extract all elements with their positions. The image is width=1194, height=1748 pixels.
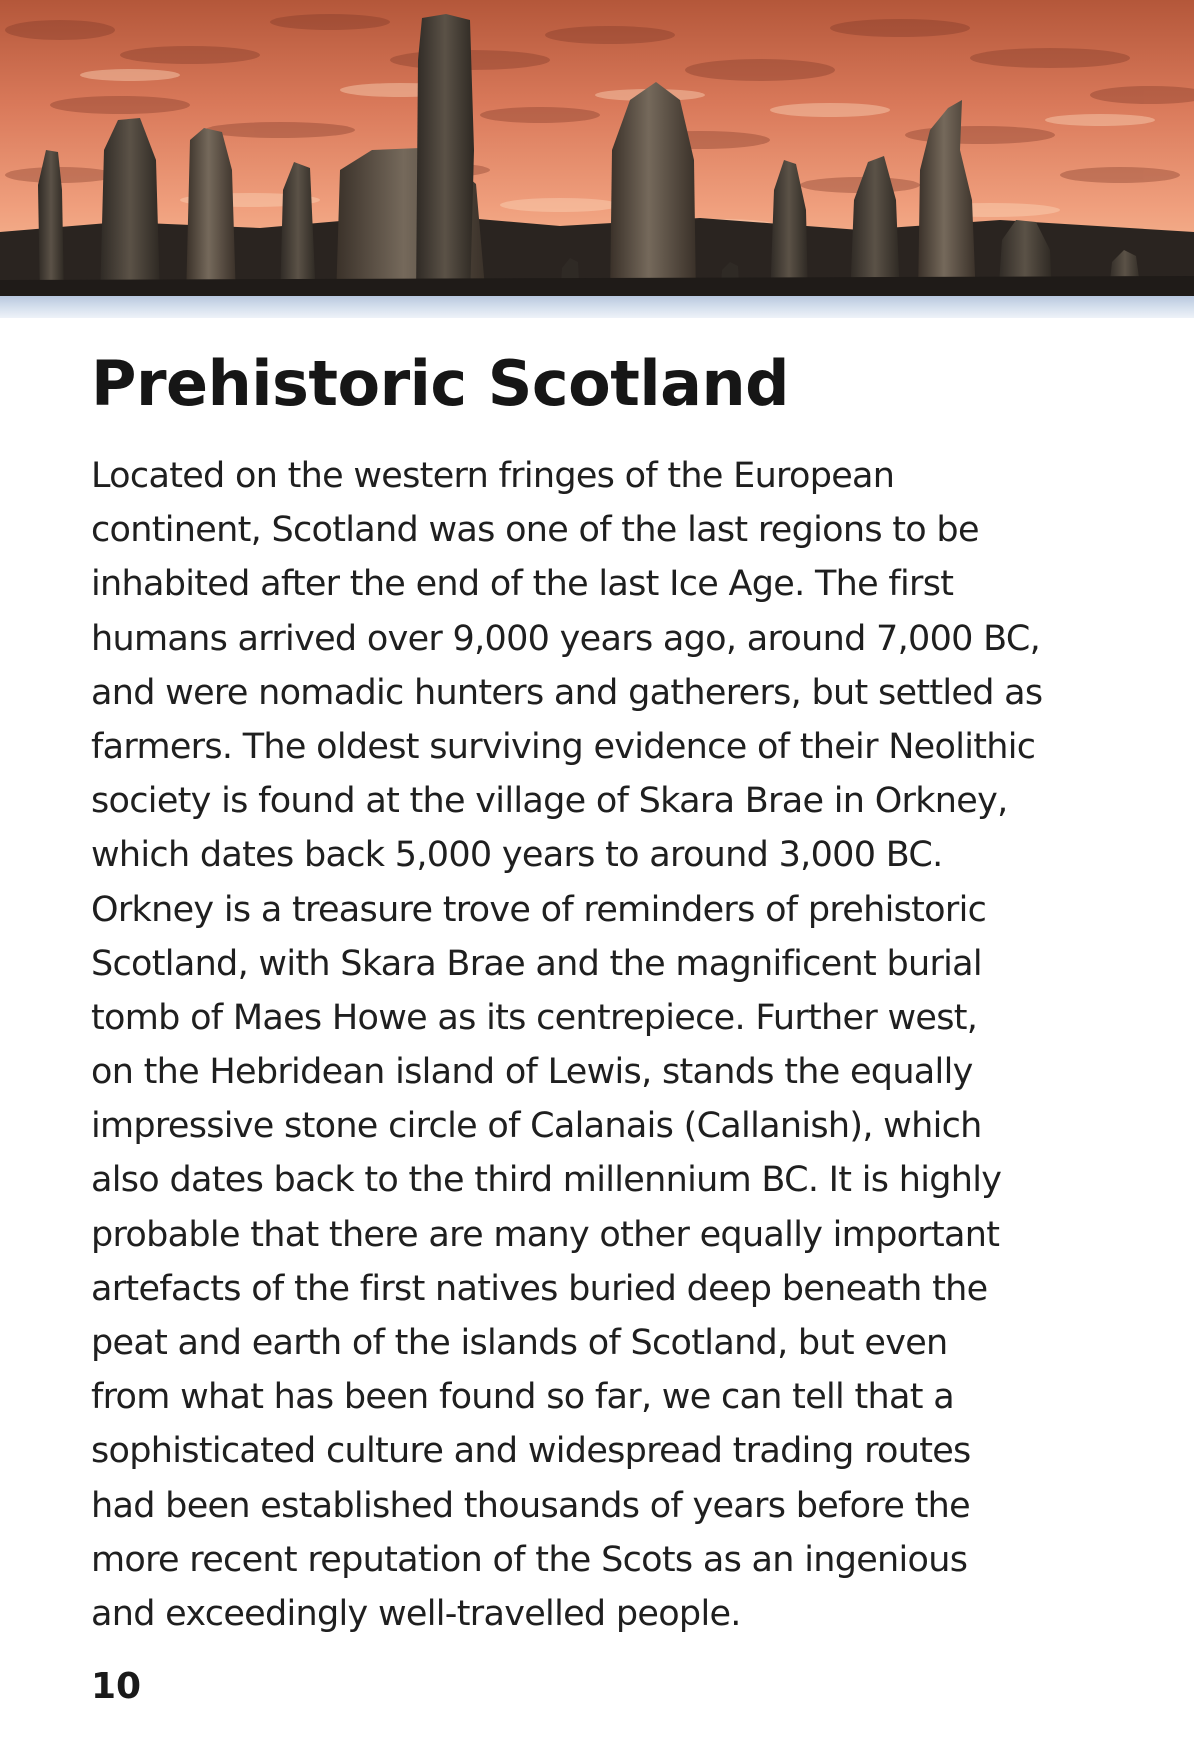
body-line: Orkney is a treasure trove of reminders of prehistoric — [91, 889, 987, 930]
body-line: and exceedingly well-travelled people. — [91, 1593, 741, 1634]
body-line: artefacts of the first natives buried deep beneath the — [91, 1268, 988, 1309]
standing-stones-image — [0, 0, 1194, 300]
body-line: which dates back 5,000 years to around 3,000 BC. — [91, 835, 943, 876]
body-line: inhabited after the end of the last Ice Age. The first — [91, 564, 954, 605]
body-line: sophisticated culture and widespread trading routes — [91, 1431, 971, 1472]
body-line: humans arrived over 9,000 years ago, around 7,000 BC, — [91, 618, 1041, 659]
body-line: peat and earth of the islands of Scotland, but even — [91, 1323, 948, 1363]
body-line: on the Hebridean island of Lewis, stands the equally — [91, 1052, 973, 1093]
body-line: also dates back to the third millennium BC. It is highly — [91, 1160, 1002, 1201]
page-title: Prehistoric Scotland — [91, 347, 790, 420]
body-line: Scotland, with Skara Brae and the magnificent burial — [91, 943, 982, 984]
hero-bottom-strip — [0, 296, 1194, 318]
body-line: society is found at the village of Skara Brae in Orkney, — [91, 781, 1008, 822]
body-line: continent, Scotland was one of the last regions to be — [91, 510, 979, 551]
body-line: from what has been found so far, we can tell that a — [91, 1377, 954, 1418]
body-line: and were nomadic hunters and gatherers, but settled as — [91, 672, 1043, 713]
body-line: had been established thousands of years before the — [91, 1485, 970, 1526]
body-line: more recent reputation of the Scots as an ingenious — [91, 1539, 968, 1580]
hero-photo — [0, 0, 1194, 300]
body-line: tomb of Maes Howe as its centrepiece. Further west, — [91, 997, 978, 1038]
page-number: 10 — [91, 1666, 142, 1707]
body-line: probable that there are many other equally important — [91, 1214, 1000, 1255]
body-line: Located on the western fringes of the European — [91, 456, 895, 496]
body-line: impressive stone circle of Calanais (Callanish), which — [91, 1106, 982, 1147]
body-paragraph — [91, 449, 1151, 1641]
body-line: farmers. The oldest surviving evidence of their Neolithic — [91, 726, 1036, 767]
